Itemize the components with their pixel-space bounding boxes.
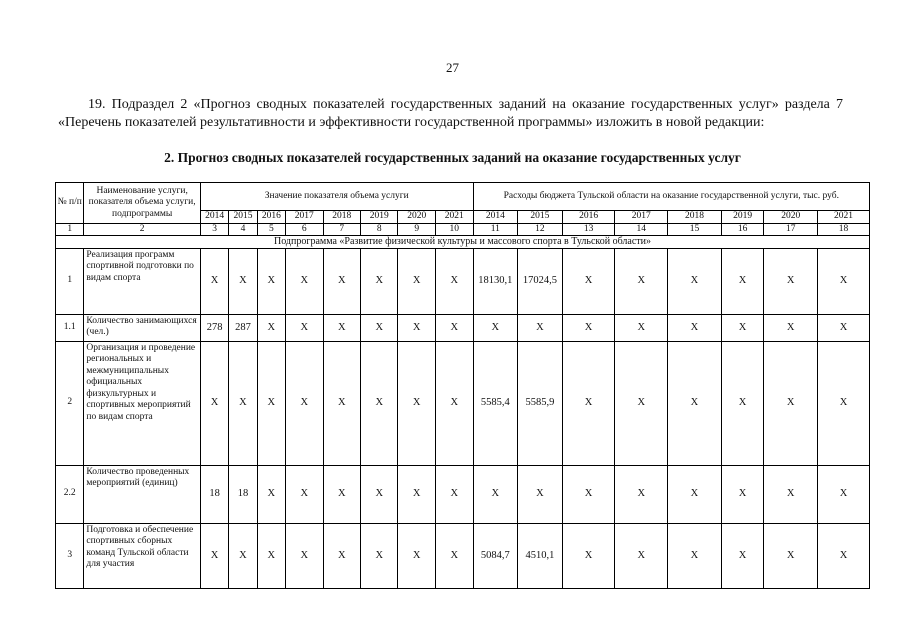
column-number: 5 [257, 223, 285, 236]
forecast-table [55, 182, 870, 589]
row-value: X [668, 465, 722, 523]
row-value: X [200, 341, 228, 465]
row-value: X [323, 523, 360, 588]
column-number: 2 [84, 223, 201, 236]
column-number: 18 [818, 223, 870, 236]
column-number: 11 [473, 223, 518, 236]
row-value: X [361, 465, 398, 523]
row-value: X [562, 465, 615, 523]
row-value: X [562, 248, 615, 314]
row-value: X [286, 341, 323, 465]
expense-year: 2020 [764, 211, 818, 224]
header-row [56, 183, 870, 211]
table-row [56, 465, 870, 523]
row-value: X [668, 341, 722, 465]
volume-year: 2017 [286, 211, 323, 224]
row-value: X [435, 341, 473, 465]
row-value: X [257, 248, 285, 314]
expense-year: 2014 [473, 211, 518, 224]
row-value: X [361, 248, 398, 314]
row-value: 17024,5 [518, 248, 563, 314]
header-expense-group: Расходы бюджета Тульской области на оказание государственной услуги, тыс. руб. [473, 183, 869, 211]
row-value: X [323, 341, 360, 465]
row-value: X [200, 523, 228, 588]
row-value: X [398, 314, 435, 341]
row-value: X [229, 341, 257, 465]
row-value: X [398, 523, 435, 588]
intro-paragraph: 19. Подраздел 2 «Прогноз сводных показателей государственных заданий на оказание государственных услуг» раздела 7 «Перечень показателей результативности и эффективности государственной программы» изложить в новой редакции: [58, 97, 843, 130]
expense-year: 2021 [818, 211, 870, 224]
header-name: Наименование услуги, показателя объема услуги, подпрограммы [84, 183, 201, 224]
table-row [56, 341, 870, 465]
row-value: X [818, 523, 870, 588]
row-value: X [668, 314, 722, 341]
row-value: X [323, 314, 360, 341]
row-value: 5585,9 [518, 341, 563, 465]
row-value: X [721, 465, 764, 523]
row-num: 1.1 [56, 314, 84, 341]
expense-year: 2016 [562, 211, 615, 224]
row-value: X [562, 341, 615, 465]
row-num: 1 [56, 248, 84, 314]
row-name: Количество проведенных мероприятий (единиц) [84, 465, 201, 523]
row-value: X [721, 248, 764, 314]
table-row [56, 314, 870, 341]
volume-year: 2016 [257, 211, 285, 224]
row-value: X [764, 314, 818, 341]
volume-year: 2015 [229, 211, 257, 224]
row-value: X [668, 248, 722, 314]
volume-year: 2021 [435, 211, 473, 224]
row-name: Реализация программ спортивной подготовки по видам спорта [84, 248, 201, 314]
row-value: X [435, 248, 473, 314]
column-number: 9 [398, 223, 435, 236]
expense-year: 2019 [721, 211, 764, 224]
row-value: 18130,1 [473, 248, 518, 314]
row-value: X [721, 341, 764, 465]
row-value: X [229, 523, 257, 588]
row-value: X [518, 314, 563, 341]
row-value: 18 [200, 465, 228, 523]
row-name: Подготовка и обеспечение спортивных сборных команд Тульской области для участия [84, 523, 201, 588]
row-value: X [286, 314, 323, 341]
row-value: X [818, 465, 870, 523]
row-value: X [818, 314, 870, 341]
row-name: Количество занимающихся (чел.) [84, 314, 201, 341]
column-number: 6 [286, 223, 323, 236]
expense-year: 2018 [668, 211, 722, 224]
row-value: X [398, 465, 435, 523]
row-value: X [473, 465, 518, 523]
row-value: X [473, 314, 518, 341]
volume-year: 2018 [323, 211, 360, 224]
row-value: X [435, 314, 473, 341]
row-num: 3 [56, 523, 84, 588]
row-value: X [229, 248, 257, 314]
column-number: 14 [615, 223, 668, 236]
column-number: 3 [200, 223, 228, 236]
row-value: X [615, 314, 668, 341]
header-num: № п/п [56, 183, 84, 224]
row-value: X [257, 523, 285, 588]
expense-year: 2017 [615, 211, 668, 224]
column-number: 4 [229, 223, 257, 236]
row-value: X [257, 341, 285, 465]
row-value: X [764, 465, 818, 523]
volume-year: 2014 [200, 211, 228, 224]
row-value: X [398, 341, 435, 465]
row-value: X [615, 248, 668, 314]
column-numbers-row [56, 223, 870, 236]
header-volume-group: Значение показателя объема услуги [200, 183, 473, 211]
row-value: X [323, 248, 360, 314]
row-value: X [257, 465, 285, 523]
row-value: 287 [229, 314, 257, 341]
row-value: X [615, 341, 668, 465]
volume-year: 2019 [361, 211, 398, 224]
row-value: 5084,7 [473, 523, 518, 588]
page-number: 27 [446, 60, 459, 75]
row-value: X [361, 341, 398, 465]
column-number: 8 [361, 223, 398, 236]
row-value: X [562, 314, 615, 341]
row-value: X [818, 341, 870, 465]
row-value: X [615, 465, 668, 523]
row-value: X [615, 523, 668, 588]
row-value: X [200, 248, 228, 314]
row-num: 2.2 [56, 465, 84, 523]
row-value: X [361, 314, 398, 341]
row-value: X [398, 248, 435, 314]
subprogram-title: Подпрограмма «Развитие физической культуры и массового спорта в Тульской области» [56, 236, 870, 249]
table-row [56, 523, 870, 588]
column-number: 17 [764, 223, 818, 236]
row-value: X [668, 523, 722, 588]
row-num: 2 [56, 341, 84, 465]
row-value: X [721, 314, 764, 341]
volume-year: 2020 [398, 211, 435, 224]
row-value: X [764, 248, 818, 314]
row-value: X [518, 465, 563, 523]
row-value: X [323, 465, 360, 523]
row-value: X [361, 523, 398, 588]
column-number: 12 [518, 223, 563, 236]
subprogram-row [56, 236, 870, 249]
column-number: 1 [56, 223, 84, 236]
expense-year: 2015 [518, 211, 563, 224]
section-title: 2. Прогноз сводных показателей государственных заданий на оказание государственных услуг [164, 150, 741, 165]
row-value: X [435, 523, 473, 588]
column-number: 15 [668, 223, 722, 236]
row-value: 18 [229, 465, 257, 523]
row-value: 4510,1 [518, 523, 563, 588]
row-value: X [818, 248, 870, 314]
table-row [56, 248, 870, 314]
column-number: 16 [721, 223, 764, 236]
row-value: 5585,4 [473, 341, 518, 465]
row-value: X [721, 523, 764, 588]
column-number: 10 [435, 223, 473, 236]
row-value: X [286, 248, 323, 314]
row-value: 278 [200, 314, 228, 341]
row-value: X [764, 341, 818, 465]
row-value: X [435, 465, 473, 523]
row-value: X [286, 523, 323, 588]
row-value: X [562, 523, 615, 588]
row-name: Организация и проведение региональных и межмуниципальных официальных физкультурных и спортивных мероприятий по видам спорта [84, 341, 201, 465]
row-value: X [764, 523, 818, 588]
column-number: 7 [323, 223, 360, 236]
column-number: 13 [562, 223, 615, 236]
row-value: X [286, 465, 323, 523]
row-value: X [257, 314, 285, 341]
